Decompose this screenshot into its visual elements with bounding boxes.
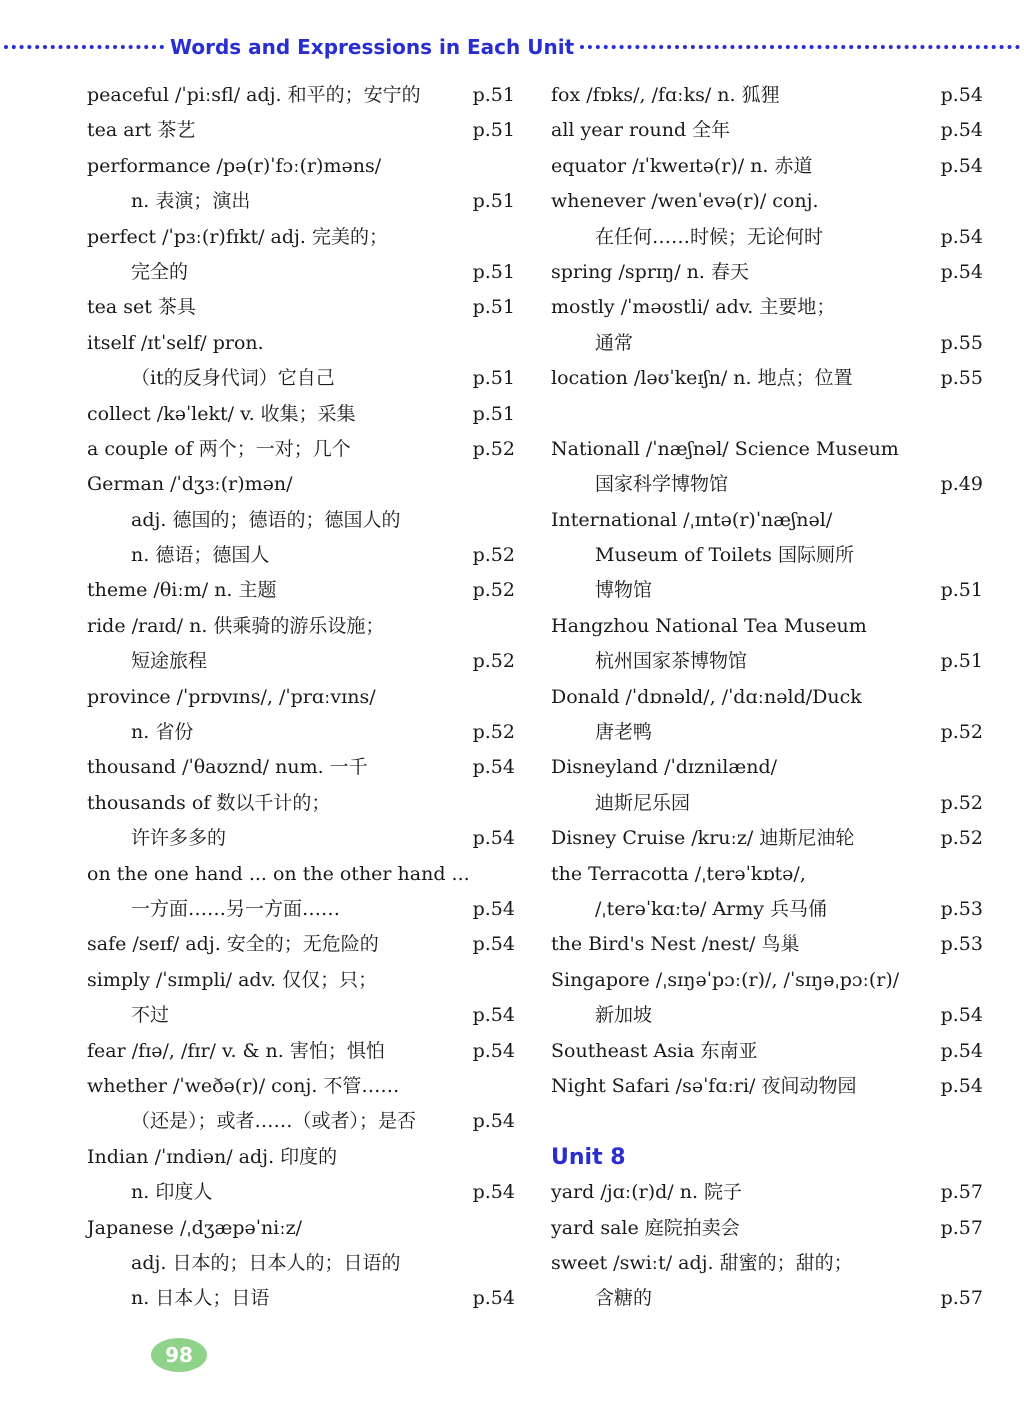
page-header <box>0 30 1024 64</box>
vocab-line <box>551 644 983 679</box>
vocab-text: perfect /ˈpɜː(r)fɪkt/ adj. 完美的； <box>87 225 389 248</box>
vocab-text: 唐老鸭 <box>595 721 653 744</box>
vocab-text: performance /pə(r)ˈfɔː(r)məns/ <box>87 154 382 177</box>
vocab-line <box>87 1246 515 1281</box>
left-column <box>87 78 515 1317</box>
right-column <box>551 78 983 1317</box>
vocab-line <box>551 1281 983 1316</box>
page-reference: p.51 <box>940 650 983 673</box>
vocab-text: n. 日本人；日语 <box>131 1287 270 1310</box>
vocab-line <box>551 538 983 573</box>
vocab-text: tea art 茶艺 <box>87 119 196 142</box>
vocab-text: equator /ɪˈkweɪtə(r)/ n. 赤道 <box>551 154 813 177</box>
page-reference: p.57 <box>940 1181 983 1204</box>
vocab-line <box>551 220 983 255</box>
page-reference: p.51 <box>472 367 515 390</box>
vocab-line <box>551 963 983 998</box>
page-reference: p.55 <box>940 331 983 354</box>
page-reference: p.53 <box>940 933 983 956</box>
vocab-line <box>87 467 515 502</box>
vocab-text: 许许多多的 <box>131 827 227 850</box>
vocab-line <box>551 467 983 502</box>
vocab-line <box>551 1034 983 1069</box>
vocab-text: 在任何……时候；无论何时 <box>595 225 824 248</box>
vocab-line <box>87 609 515 644</box>
vocab-text: mostly /ˈməʊstli/ adv. 主要地； <box>551 296 836 319</box>
vocab-line <box>87 1211 515 1246</box>
vocab-line <box>551 290 983 325</box>
vocab-line <box>87 149 515 184</box>
vocab-text: 短途旅程 <box>131 650 208 673</box>
page-reference: p.54 <box>940 225 983 248</box>
vocab-line <box>87 644 515 679</box>
page-reference: p.54 <box>472 827 515 850</box>
vocab-text: /ˌterəˈkɑːtə/ Army 兵马俑 <box>595 897 828 920</box>
vocab-line <box>551 998 983 1033</box>
vocab-text: on the one hand ... on the other hand ... <box>87 862 470 885</box>
page-reference: p.49 <box>940 473 983 496</box>
vocab-text: Museum of Toilets 国际厕所 <box>595 544 854 567</box>
page-reference: p.55 <box>940 367 983 390</box>
vocab-line <box>551 821 983 856</box>
vocab-line <box>551 609 983 644</box>
header-dotted-rule-right <box>580 45 1020 49</box>
page-reference: p.57 <box>940 1216 983 1239</box>
vocab-line <box>87 821 515 856</box>
vocab-text: the Terracotta /ˌterəˈkɒtə/, <box>551 862 806 885</box>
page-reference: p.53 <box>940 897 983 920</box>
page-reference: p.54 <box>472 897 515 920</box>
page-reference: p.52 <box>940 791 983 814</box>
vocab-line <box>87 1034 515 1069</box>
blank-line <box>551 397 983 432</box>
vocab-text: 一方面……另一方面…… <box>131 897 341 920</box>
page-reference: p.54 <box>940 1074 983 1097</box>
vocab-text: fox /fɒks/, /fɑːks/ n. 狐狸 <box>551 84 780 106</box>
vocab-text: Disneyland /ˈdɪznilænd/ <box>551 756 778 779</box>
vocab-line <box>87 750 515 785</box>
page-reference: p.54 <box>472 933 515 956</box>
page-reference: p.54 <box>940 1004 983 1027</box>
blank-line <box>551 1104 983 1139</box>
vocab-text: province /ˈprɒvɪns/, /ˈprɑːvɪns/ <box>87 685 376 708</box>
vocab-line <box>87 786 515 821</box>
vocab-text: peaceful /ˈpiːsfl/ adj. 和平的；安宁的 <box>87 84 421 106</box>
page-reference: p.51 <box>472 402 515 425</box>
vocab-text: 不过 <box>131 1004 170 1027</box>
vocab-line <box>87 680 515 715</box>
vocab-line <box>551 1175 983 1210</box>
vocab-text: itself /ɪtˈself/ pron. <box>87 331 264 354</box>
vocab-line <box>551 1211 983 1246</box>
unit-heading: Unit 8 <box>551 1144 626 1170</box>
vocab-line <box>87 998 515 1033</box>
vocab-line <box>87 78 515 113</box>
vocab-text: Donald /ˈdɒnəld/, /ˈdɑːnəld/Duck <box>551 685 862 708</box>
vocab-line <box>87 1104 515 1139</box>
vocab-line <box>87 255 515 290</box>
vocab-line <box>551 715 983 750</box>
page-number-badge: 98 <box>151 1338 207 1372</box>
vocab-line <box>87 184 515 219</box>
vocab-line <box>87 573 515 608</box>
vocab-line <box>551 680 983 715</box>
vocab-line <box>87 290 515 325</box>
vocab-text: theme /θiːm/ n. 主题 <box>87 579 277 602</box>
vocab-text: safe /seɪf/ adj. 安全的；无危险的 <box>87 933 379 956</box>
vocab-text: 博物馆 <box>595 579 653 602</box>
vocab-text: Hangzhou National Tea Museum <box>551 614 867 637</box>
vocab-text: adj. 德国的；德语的；德国人的 <box>131 508 401 531</box>
vocab-line <box>551 149 983 184</box>
vocab-line <box>551 184 983 219</box>
vocab-line <box>551 927 983 962</box>
vocab-line <box>551 326 983 361</box>
vocab-line <box>87 892 515 927</box>
header-dotted-rule-left <box>4 45 164 49</box>
vocab-line <box>87 113 515 148</box>
page-reference: p.54 <box>940 260 983 283</box>
header-title: Words and Expressions in Each Unit <box>170 35 575 59</box>
vocab-line <box>551 1246 983 1281</box>
vocab-line <box>87 326 515 361</box>
vocab-text: n. 省份 <box>131 721 194 744</box>
vocab-line <box>87 361 515 396</box>
vocab-text: yard /jɑː(r)d/ n. 院子 <box>551 1181 743 1204</box>
vocab-text: 完全的 <box>131 260 189 283</box>
vocab-line <box>87 1140 515 1175</box>
vocab-text: spring /sprɪŋ/ n. 春天 <box>551 260 749 283</box>
page-reference: p.54 <box>940 154 983 177</box>
vocab-text: 国家科学博物馆 <box>595 473 729 496</box>
page-reference: p.51 <box>472 190 515 213</box>
page-reference: p.57 <box>940 1287 983 1310</box>
vocab-text: the Bird's Nest /nest/ 鸟巢 <box>551 933 800 956</box>
vocab-text: n. 德语；德国人 <box>131 544 270 567</box>
page-reference: p.54 <box>940 119 983 142</box>
page-reference: p.54 <box>940 1039 983 1062</box>
vocab-line <box>551 113 983 148</box>
vocab-text: Japanese /ˌdʒæpəˈniːz/ <box>87 1216 303 1239</box>
vocab-text: International /ˌɪntə(r)ˈnæʃnəl/ <box>551 508 833 531</box>
page-reference: p.52 <box>472 579 515 602</box>
vocab-text: 新加坡 <box>595 1004 653 1027</box>
page-reference: p.52 <box>940 721 983 744</box>
vocab-text: Singapore /ˌsɪŋəˈpɔː(r)/, /ˈsɪŋəˌpɔː(r)/ <box>551 968 900 991</box>
vocab-text: sweet /swiːt/ adj. 甜蜜的；甜的； <box>551 1251 853 1274</box>
vocab-line <box>87 503 515 538</box>
vocab-text: 杭州国家茶博物馆 <box>595 650 748 673</box>
vocab-line <box>87 963 515 998</box>
vocab-text: n. 表演；演出 <box>131 190 251 213</box>
page-reference: p.52 <box>472 437 515 460</box>
vocab-text: adj. 日本的；日本人的；日语的 <box>131 1251 401 1274</box>
vocab-line <box>551 503 983 538</box>
vocab-line <box>551 750 983 785</box>
vocab-text: thousands of 数以千计的； <box>87 791 331 814</box>
page-reference: p.51 <box>472 119 515 142</box>
page-reference: p.52 <box>472 544 515 567</box>
vocab-line <box>87 1281 515 1316</box>
vocab-line <box>551 255 983 290</box>
page-reference: p.54 <box>940 84 983 106</box>
unit8-entries <box>551 1175 983 1317</box>
vocab-text: thousand /ˈθaʊznd/ num. 一千 <box>87 756 368 779</box>
vocab-line <box>551 892 983 927</box>
vocab-text: all year round 全年 <box>551 119 731 142</box>
vocab-text: Southeast Asia 东南亚 <box>551 1039 758 1062</box>
page-reference: p.54 <box>472 756 515 779</box>
vocab-line <box>87 432 515 467</box>
vocab-line <box>87 538 515 573</box>
vocab-line <box>87 927 515 962</box>
vocab-text: location /ləʊˈkeɪʃn/ n. 地点；位置 <box>551 367 853 390</box>
vocab-text: （it的反身代词）它自己 <box>131 367 335 390</box>
vocab-text: Indian /ˈɪndiən/ adj. 印度的 <box>87 1145 338 1168</box>
vocab-text: yard sale 庭院拍卖会 <box>551 1216 740 1239</box>
vocab-line <box>551 573 983 608</box>
vocab-line <box>551 361 983 396</box>
vocab-text: whenever /wenˈevə(r)/ conj. <box>551 190 819 213</box>
vocab-text: 迪斯尼乐园 <box>595 791 691 814</box>
vocab-line <box>551 432 983 467</box>
vocab-line <box>87 397 515 432</box>
vocab-text: 含糖的 <box>595 1287 653 1310</box>
vocab-text: n. 印度人 <box>131 1181 213 1204</box>
vocab-text: simply /ˈsɪmpli/ adv. 仅仅；只； <box>87 968 378 991</box>
right-column-entries <box>551 78 983 1140</box>
vocab-line <box>87 857 515 892</box>
vocab-text: 通常 <box>595 331 634 354</box>
page-reference: p.51 <box>472 296 515 319</box>
vocab-line <box>551 857 983 892</box>
vocab-text: tea set 茶具 <box>87 296 196 319</box>
vocab-text: collect /kəˈlekt/ v. 收集；采集 <box>87 402 356 425</box>
vocab-line <box>87 1069 515 1104</box>
vocab-line <box>87 1175 515 1210</box>
page-reference: p.54 <box>472 1181 515 1204</box>
vocab-text: whether /ˈweðə(r)/ conj. 不管…… <box>87 1074 400 1097</box>
vocab-line <box>551 1069 983 1104</box>
vocab-line <box>551 786 983 821</box>
page-reference: p.54 <box>472 1039 515 1062</box>
vocab-text: fear /fɪə/, /fɪr/ v. & n. 害怕；惧怕 <box>87 1039 385 1062</box>
vocab-text: Nationall /ˈnæʃnəl/ Science Museum <box>551 437 899 460</box>
vocab-line <box>551 78 983 113</box>
vocab-text: Night Safari /səˈfɑːri/ 夜间动物园 <box>551 1074 857 1097</box>
page-reference: p.52 <box>940 827 983 850</box>
page-reference: p.54 <box>472 1110 515 1133</box>
vocab-text: German /ˈdʒɜː(r)mən/ <box>87 473 293 496</box>
page-reference: p.54 <box>472 1287 515 1310</box>
page-reference: p.52 <box>472 721 515 744</box>
vocab-text: a couple of 两个；一对；几个 <box>87 437 351 460</box>
page-reference: p.54 <box>472 1004 515 1027</box>
vocab-text: Disney Cruise /kruːz/ 迪斯尼油轮 <box>551 827 855 850</box>
vocab-line <box>87 715 515 750</box>
vocab-text: ride /raɪd/ n. 供乘骑的游乐设施； <box>87 614 385 637</box>
page-reference: p.52 <box>472 650 515 673</box>
vocab-line <box>87 220 515 255</box>
page-reference: p.51 <box>472 260 515 283</box>
page-reference: p.51 <box>472 84 515 106</box>
vocab-text: （还是）；或者……（或者）；是否 <box>131 1110 417 1133</box>
page-reference: p.51 <box>940 579 983 602</box>
